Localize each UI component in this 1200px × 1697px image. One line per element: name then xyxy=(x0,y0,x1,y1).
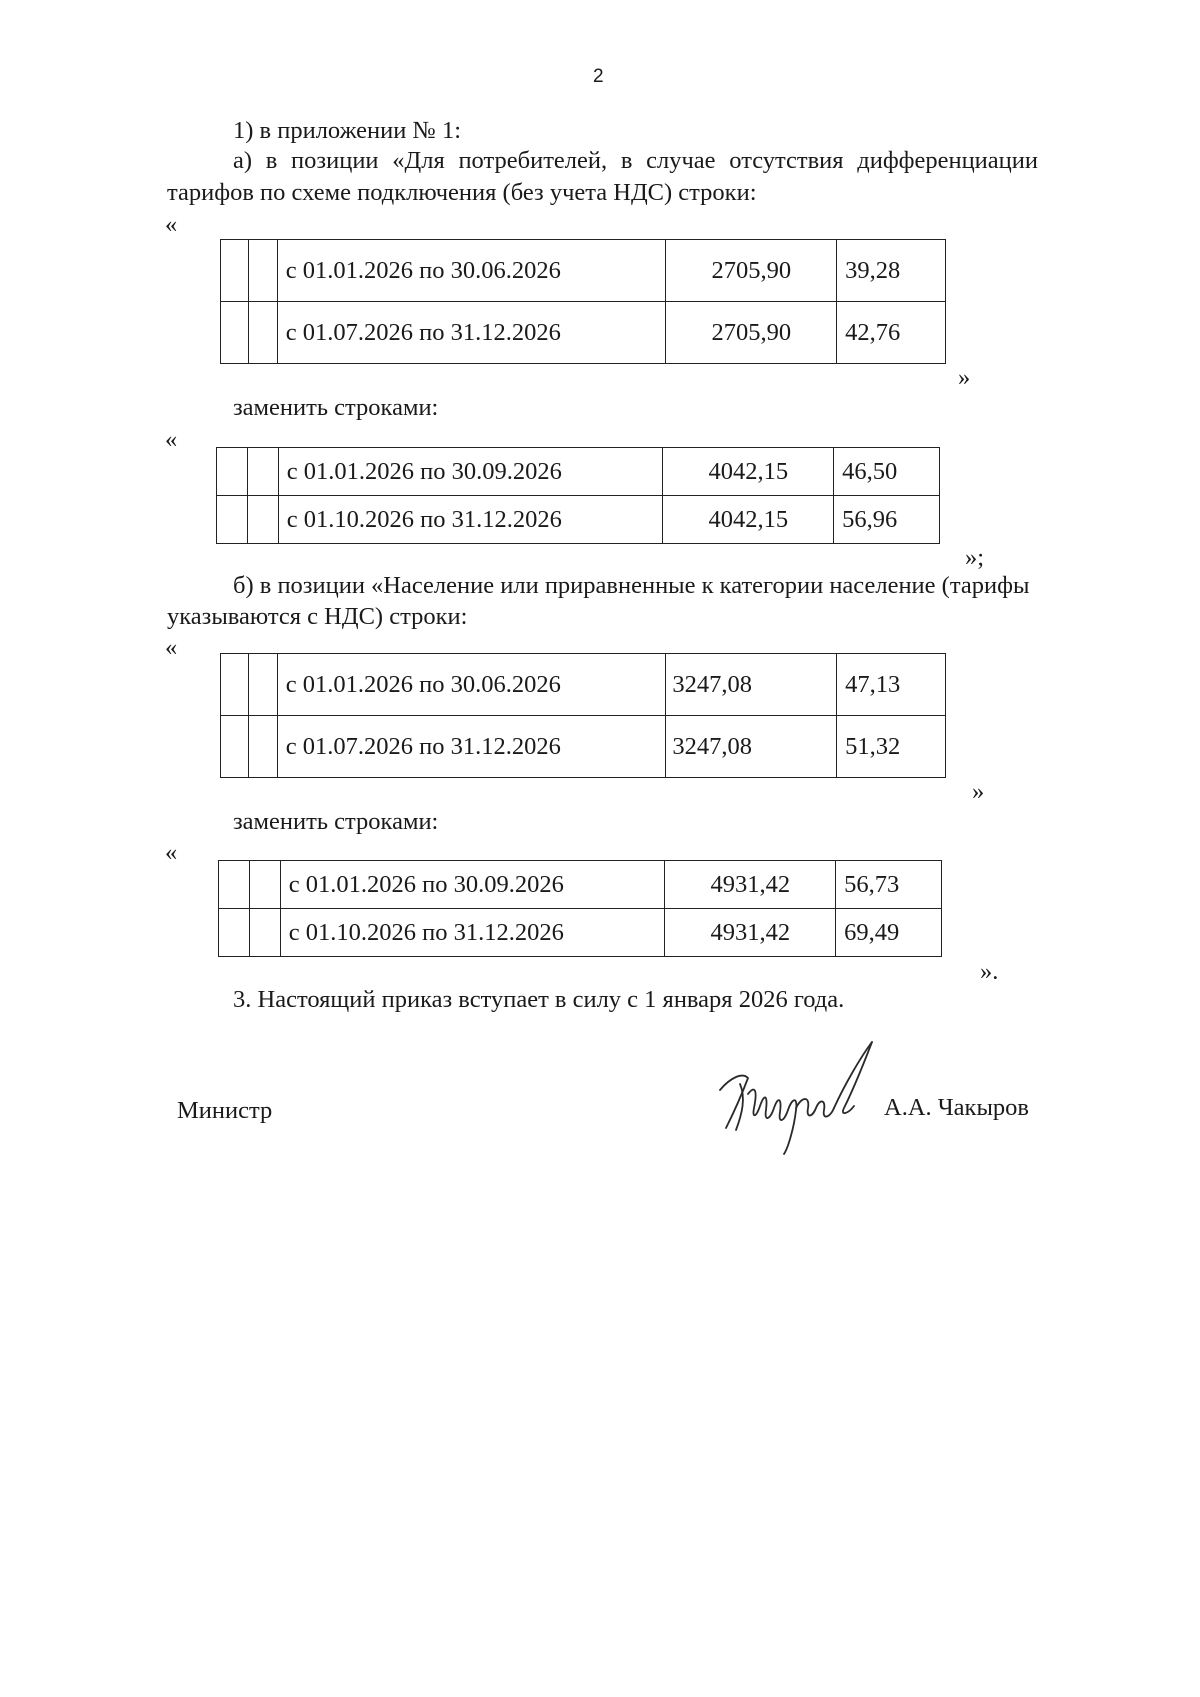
tariff-table-2 xyxy=(216,447,940,544)
table-row xyxy=(221,654,946,716)
blank-cell xyxy=(217,448,248,496)
open-quote: « xyxy=(165,426,178,453)
table-row xyxy=(219,909,942,957)
item-3-text: 3. Настоящий приказ вступает в силу с 1 января 2026 года. xyxy=(233,986,845,1013)
item-1-text: 1) в приложении № 1: xyxy=(233,117,462,144)
period-cell: с 01.01.2026 по 30.06.2026 xyxy=(277,654,666,716)
rate-value-cell: 51,32 xyxy=(837,716,946,778)
replace-label: заменить строками: xyxy=(233,808,439,835)
tariff-value-cell: 4931,42 xyxy=(665,861,836,909)
table-row xyxy=(217,448,940,496)
rate-value-cell: 42,76 xyxy=(837,302,946,364)
rate-value-cell: 46,50 xyxy=(834,448,940,496)
item-b-line-2: указываются с НДС) строки: xyxy=(167,603,468,630)
blank-cell xyxy=(247,496,278,544)
item-a-line-1: а) в позиции «Для потребителей, в случае отсутствия дифференциации xyxy=(233,147,1038,174)
blank-cell xyxy=(247,448,278,496)
table-row xyxy=(219,861,942,909)
blank-cell xyxy=(219,909,250,957)
table-row xyxy=(221,302,946,364)
period-cell: с 01.07.2026 по 31.12.2026 xyxy=(277,302,666,364)
tariff-value-cell: 4931,42 xyxy=(665,909,836,957)
replace-label: заменить строками: xyxy=(233,394,439,421)
signatory-name: А.А. Чакыров xyxy=(884,1094,1029,1121)
open-quote: « xyxy=(165,211,178,238)
signatory-position: Министр xyxy=(177,1097,273,1124)
tariff-value-cell: 4042,15 xyxy=(663,496,834,544)
period-cell: с 01.01.2026 по 30.06.2026 xyxy=(277,240,666,302)
blank-cell xyxy=(248,716,277,778)
blank-cell xyxy=(249,909,280,957)
table-row xyxy=(217,496,940,544)
blank-cell xyxy=(248,654,277,716)
blank-cell xyxy=(221,654,249,716)
period-cell: с 01.07.2026 по 31.12.2026 xyxy=(277,716,666,778)
tariff-table-3 xyxy=(220,653,946,778)
close-quote-semicolon: »; xyxy=(965,544,985,571)
tariff-value-cell: 3247,08 xyxy=(666,654,837,716)
tariff-table-4 xyxy=(218,860,942,957)
rate-value-cell: 69,49 xyxy=(836,909,942,957)
rate-value-cell: 56,73 xyxy=(836,861,942,909)
blank-cell xyxy=(221,716,249,778)
close-quote: » xyxy=(972,778,985,805)
blank-cell xyxy=(249,861,280,909)
close-quote: » xyxy=(958,364,971,391)
blank-cell xyxy=(217,496,248,544)
table-row xyxy=(221,716,946,778)
rate-value-cell: 56,96 xyxy=(834,496,940,544)
blank-cell xyxy=(221,302,249,364)
item-a-line-2: тарифов по схеме подключения (без учета НДС) строки: xyxy=(167,179,757,206)
period-cell: с 01.01.2026 по 30.09.2026 xyxy=(278,448,663,496)
rate-value-cell: 39,28 xyxy=(837,240,946,302)
tariff-value-cell: 3247,08 xyxy=(666,716,837,778)
close-quote-period: ». xyxy=(980,958,999,985)
open-quote: « xyxy=(165,634,178,661)
tariff-value-cell: 2705,90 xyxy=(666,240,837,302)
open-quote: « xyxy=(165,839,178,866)
blank-cell xyxy=(248,240,277,302)
tariff-table-1 xyxy=(220,239,946,364)
blank-cell xyxy=(219,861,250,909)
handwritten-signature xyxy=(712,1038,892,1158)
item-b-line-1: б) в позиции «Население или приравненные к категории население (тарифы xyxy=(233,572,1030,599)
blank-cell xyxy=(221,240,249,302)
table-row xyxy=(221,240,946,302)
period-cell: с 01.10.2026 по 31.12.2026 xyxy=(280,909,665,957)
tariff-value-cell: 2705,90 xyxy=(666,302,837,364)
page-number: 2 xyxy=(593,66,604,87)
rate-value-cell: 47,13 xyxy=(837,654,946,716)
blank-cell xyxy=(248,302,277,364)
period-cell: с 01.01.2026 по 30.09.2026 xyxy=(280,861,665,909)
tariff-value-cell: 4042,15 xyxy=(663,448,834,496)
period-cell: с 01.10.2026 по 31.12.2026 xyxy=(278,496,663,544)
